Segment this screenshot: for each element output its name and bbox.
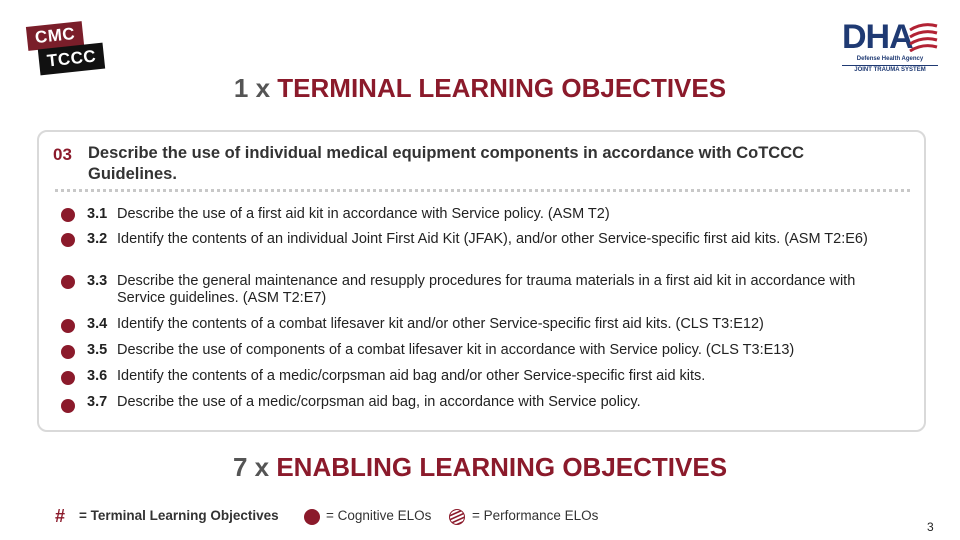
elo-number: 3.5 [87,342,108,358]
dotted-divider [55,189,910,192]
performance-striped-dot-icon [449,509,465,525]
elo-number: 3.4 [87,316,108,332]
elo-text: Describe the use of a first aid kit in accordance with Service policy. (ASM T2) [117,206,610,222]
tlo-heading [0,73,960,104]
elo-text: Describe the use of components of a combat lifesaver kit in accordance with Service policy. (CLS T3:E13) [117,342,795,358]
legend-tlo-label: = Terminal Learning Objectives [79,508,279,523]
cognitive-dot-icon [304,509,320,525]
dha-logo [842,20,940,76]
elo-number: 3.2 [87,231,108,247]
cognitive-dot-icon [61,371,75,385]
elo-text: Identify the contents of a combat lifesaver kit and/or other Service-specific first aid kits. (CLS T3:E12) [117,316,764,332]
elo-number: 3.1 [87,206,108,222]
page-number: 3 [927,520,934,534]
flag-stripes-icon [908,22,938,52]
legend-hash-icon: # [55,506,66,526]
elo-number: 3.7 [87,394,108,410]
badge-line1: CMC [26,21,84,51]
elo-text: Describe the general maintenance and resupply procedures for trauma materials in a first aid kit in accordance with Service guidelines. (ASM T2:E7) [117,273,856,306]
dha-letters: DHA [842,18,913,56]
cognitive-dot-icon [61,233,75,247]
elo-number: 3.6 [87,368,108,384]
legend-cognitive-label: = Cognitive ELOs [326,508,432,523]
cmc-tccc-logo [25,18,120,76]
elo-text: Describe the use of a medic/corpsman aid bag, in accordance with Service policy. [117,394,641,410]
badge-line2: TCCC [38,43,106,76]
elo-text: Identify the contents of an individual Joint First Aid Kit (JFAK), and/or other Service-specific first aid kits. (ASM T2:E6) [117,231,868,247]
legend-performance-label: = Performance ELOs [472,508,599,523]
tlo-heading-label: TERMINAL LEARNING OBJECTIVES [277,73,727,103]
elo-number: 3.3 [87,273,108,289]
elo-heading-prefix: 7 x [232,452,270,482]
elo-text: Identify the contents of a medic/corpsman aid bag and/or other Service-specific first aid kits. [117,368,706,384]
dha-unit: JOINT TRAUMA SYSTEM [842,65,938,73]
tlo-number: 03 [53,145,72,164]
cognitive-dot-icon [61,208,75,222]
elo-heading [0,452,960,483]
elo-heading-label: ENABLING LEARNING OBJECTIVES [276,452,728,482]
tlo-text: Describe the use of individual medical equipment components in accordance with CoTCCC Guidelines. [88,144,805,183]
cognitive-dot-icon [61,319,75,333]
tlo-heading-prefix: 1 x [233,73,271,103]
cognitive-dot-icon [61,345,75,359]
dha-agency: Defense Health Agency [856,56,924,62]
cognitive-dot-icon [61,275,75,289]
cognitive-dot-icon [61,399,75,413]
